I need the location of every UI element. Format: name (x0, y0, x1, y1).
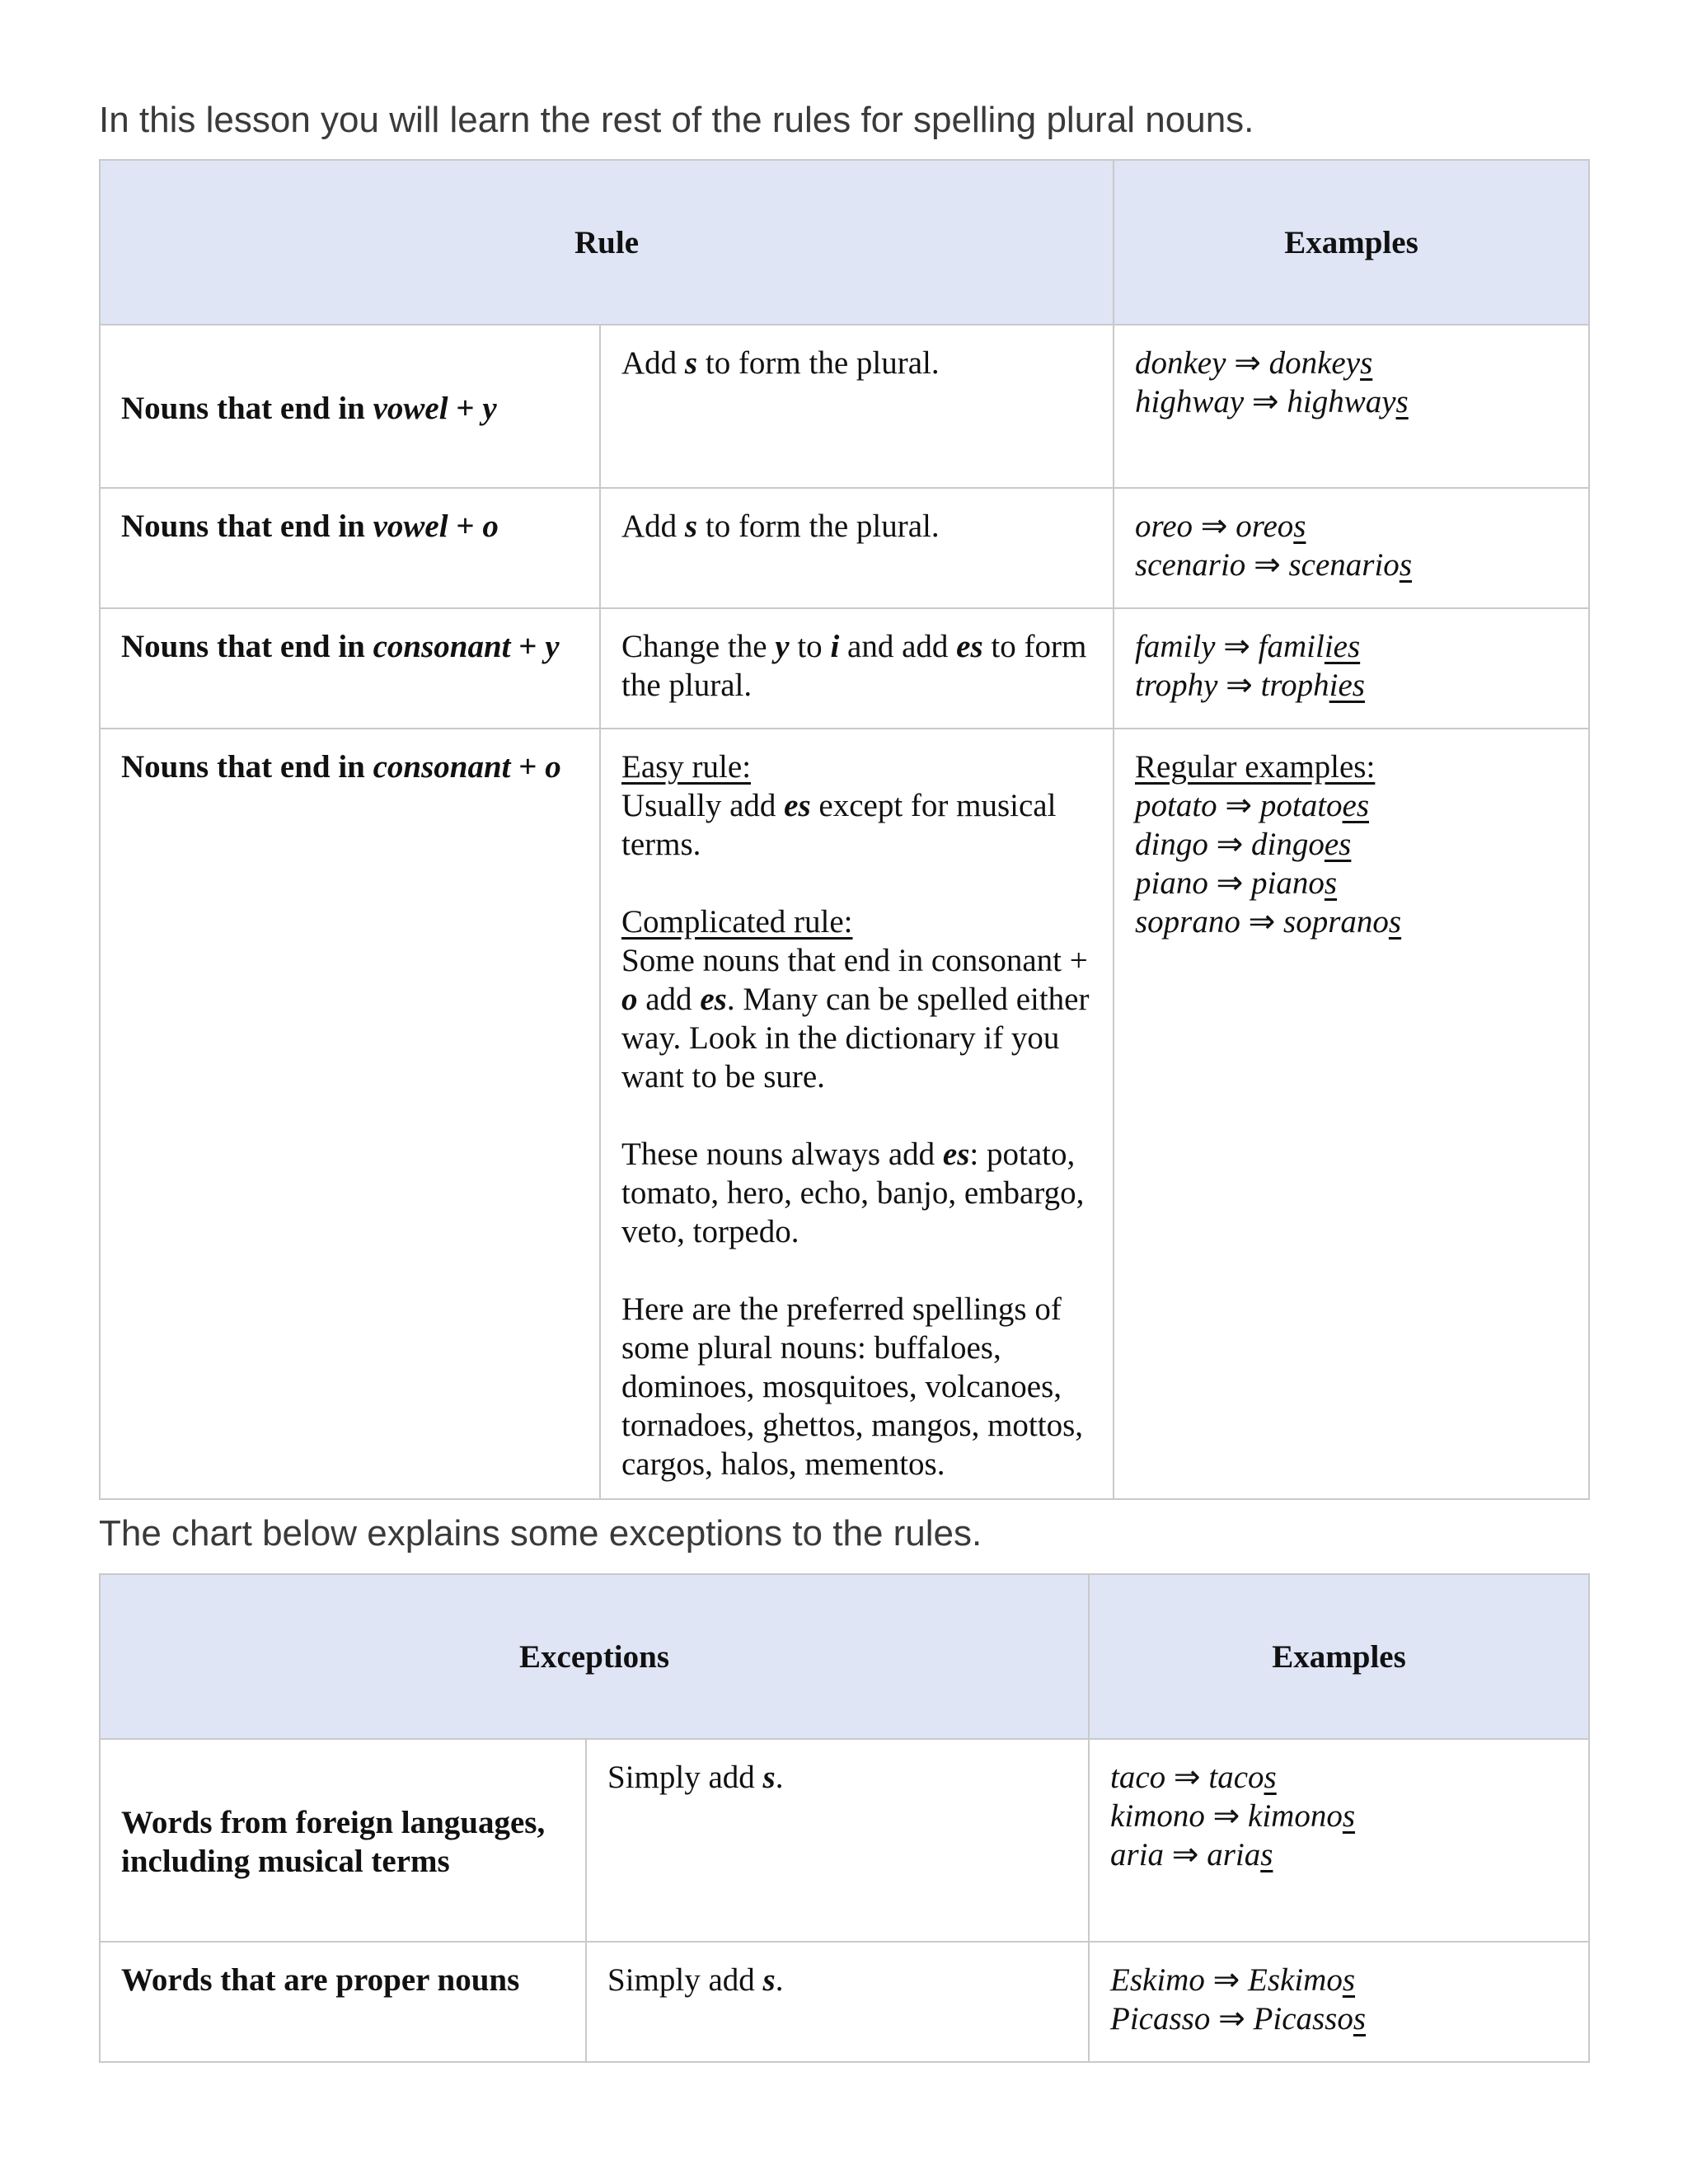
example-pair (1135, 627, 1568, 666)
arrow-icon: ⇒ (1171, 1837, 1199, 1872)
example-pair (1110, 1797, 1568, 1835)
example-pair (1135, 825, 1568, 864)
table-row (100, 1739, 1589, 1942)
rule-text: Simply add (607, 1962, 763, 1998)
examples-cell (1114, 608, 1589, 729)
rule-emphasis: es (942, 1137, 970, 1172)
singular-word: donkey (1135, 345, 1226, 381)
examples-list (1135, 786, 1568, 941)
table-row (100, 325, 1589, 488)
plural-suffix: es (1324, 827, 1352, 862)
singular-word: family (1135, 629, 1216, 664)
plural-suffix: es (1342, 788, 1370, 823)
plural-stem: Eskimo (1248, 1962, 1343, 1998)
label-text: Nouns that end in (121, 390, 373, 426)
plural-suffix: s (1342, 1962, 1356, 1998)
example-pair (1135, 382, 1568, 421)
rule-emphasis: s (684, 509, 698, 544)
arrow-icon: ⇒ (1254, 547, 1281, 583)
example-pair (1110, 1999, 1568, 2038)
always-es-text (621, 1135, 1093, 1251)
exceptions-header-row (100, 1574, 1589, 1739)
plural-stem: piano (1251, 865, 1325, 901)
rule-text: Change the (621, 629, 776, 664)
plural-suffix: s (1342, 1798, 1356, 1834)
rule-text: to form the plural. (697, 509, 940, 544)
plural-stem: troph (1260, 668, 1329, 703)
complicated-rule-text (621, 941, 1093, 1096)
arrow-icon: ⇒ (1173, 1760, 1201, 1795)
arrow-icon: ⇒ (1212, 1798, 1240, 1834)
plural-stem: potato (1259, 788, 1343, 823)
rule-emphasis: es (784, 788, 811, 823)
exceptions-header: Exceptions (100, 1574, 1089, 1739)
rule-description (600, 608, 1114, 729)
singular-word: scenario (1135, 547, 1246, 583)
rule-header: Rule (100, 160, 1114, 325)
singular-word: potato (1135, 788, 1217, 823)
spacer (621, 1251, 1093, 1290)
rules-table (99, 159, 1590, 1500)
preferred-spellings-text: Here are the preferred spellings of some plural nouns: buffaloes, dominoes, mosquitoes, volcanoes, tornadoes, ghettos, mangos, mottos, cargos, halos, mementos. (621, 1291, 1084, 1482)
label-emphasis: consonant (373, 629, 511, 664)
singular-word: Picasso (1110, 2001, 1211, 2036)
rule-emphasis: es (700, 982, 727, 1017)
table-row (100, 488, 1589, 608)
arrow-icon: ⇒ (1200, 509, 1228, 544)
example-pair (1135, 786, 1568, 825)
label-text: Nouns that end in (121, 749, 373, 785)
exception-label: Words that are proper nouns (100, 1942, 586, 2062)
plural-stem: taco (1208, 1760, 1264, 1795)
example-pair (1135, 902, 1568, 941)
rule-emphasis: s (684, 345, 698, 381)
rule-text: These nouns always add (621, 1137, 943, 1172)
singular-word: highway (1135, 384, 1245, 419)
rule-emphasis: es (956, 629, 983, 664)
label-text: Nouns that end in (121, 509, 373, 544)
rule-text: to (789, 629, 831, 664)
example-pair (1135, 546, 1568, 584)
rule-label (100, 325, 600, 488)
label-emphasis: o (545, 749, 561, 785)
example-pair (1110, 1758, 1568, 1797)
plural-stem: soprano (1283, 904, 1389, 940)
plural-stem: aria (1207, 1837, 1261, 1872)
exception-description (586, 1942, 1089, 2062)
exception-description (586, 1739, 1089, 1942)
singular-word: kimono (1110, 1798, 1205, 1834)
table-row (100, 1942, 1589, 2062)
spacer (621, 1096, 1093, 1135)
arrow-icon: ⇒ (1216, 865, 1244, 901)
rule-text: to form the plural. (621, 629, 1087, 703)
arrow-icon: ⇒ (1251, 384, 1279, 419)
rules-header-row (100, 160, 1589, 325)
rule-emphasis: s (762, 1760, 776, 1795)
rule-description (600, 488, 1114, 608)
rule-text: : potato, tomato, hero, echo, banjo, embargo, veto, torpedo. (621, 1137, 1085, 1249)
plural-stem: Picasso (1253, 2001, 1353, 2036)
rule-label (100, 608, 600, 729)
plural-suffix: s (1293, 509, 1306, 544)
singular-word: taco (1110, 1760, 1166, 1795)
examples-cell (1114, 488, 1589, 608)
examples-cell (1089, 1739, 1589, 1942)
plural-suffix: ies (1329, 668, 1365, 703)
rule-text: Simply add (607, 1760, 763, 1795)
singular-word: piano (1135, 865, 1208, 901)
table-row (100, 608, 1589, 729)
intro-text: In this lesson you will learn the rest of the rules for spelling plural nouns. (99, 100, 1254, 140)
label-text: + (448, 509, 483, 544)
arrow-icon: ⇒ (1248, 904, 1276, 940)
rule-label (100, 729, 600, 1499)
plural-suffix: s (1399, 547, 1412, 583)
complicated-rule-heading: Complicated rule: (621, 904, 853, 940)
label-text: Nouns that end in (121, 629, 373, 664)
rule-description (600, 729, 1114, 1499)
arrow-icon: ⇒ (1216, 827, 1244, 862)
rule-label (100, 488, 600, 608)
plural-suffix: s (1353, 2001, 1367, 2036)
singular-word: oreo (1135, 509, 1193, 544)
plural-suffix: s (1260, 1837, 1273, 1872)
plural-suffix: s (1264, 1760, 1277, 1795)
rule-text: add (637, 982, 701, 1017)
label-text: + (448, 390, 483, 426)
exceptions-table (99, 1573, 1590, 2063)
rule-text: Add (621, 509, 685, 544)
singular-word: Eskimo (1110, 1962, 1205, 1998)
arrow-icon: ⇒ (1226, 668, 1253, 703)
rule-text: Some nouns that end in consonant + (621, 943, 1088, 978)
arrow-icon: ⇒ (1223, 629, 1250, 664)
singular-word: dingo (1135, 827, 1208, 862)
example-pair (1135, 344, 1568, 382)
exception-label: Words from foreign languages, including musical terms (100, 1739, 586, 1942)
easy-rule-text (621, 786, 1093, 864)
label-emphasis: y (545, 629, 560, 664)
examples-cell (1089, 1942, 1589, 2062)
plural-suffix: s (1324, 865, 1338, 901)
chart-intro-text: The chart below explains some exceptions to the rules. (99, 1513, 982, 1554)
singular-word: trophy (1135, 668, 1218, 703)
label-text: + (510, 629, 546, 664)
label-text: + (510, 749, 546, 785)
plural-suffix: s (1395, 384, 1409, 419)
label-emphasis: y (482, 390, 497, 426)
rule-text: except for musical terms. (621, 788, 1057, 862)
label-emphasis: consonant (373, 749, 511, 785)
spacer (621, 864, 1093, 902)
examples-header: Examples (1114, 160, 1589, 325)
rule-text: to form the plural. (697, 345, 940, 381)
plural-stem: famil (1258, 629, 1325, 664)
plural-stem: highway (1287, 384, 1396, 419)
singular-word: soprano (1135, 904, 1240, 940)
label-emphasis: o (482, 509, 499, 544)
rule-text: . (775, 1962, 784, 1998)
examples-header: Examples (1089, 1574, 1589, 1739)
example-pair (1110, 1835, 1568, 1874)
rule-text: Usually add (621, 788, 785, 823)
rule-text: Add (621, 345, 685, 381)
plural-stem: oreo (1236, 509, 1294, 544)
plural-suffix: ies (1324, 629, 1361, 664)
arrow-icon: ⇒ (1218, 2001, 1245, 2036)
plural-stem: scenario (1288, 547, 1400, 583)
label-emphasis: vowel (373, 509, 448, 544)
example-pair (1135, 507, 1568, 546)
arrow-icon: ⇒ (1234, 345, 1261, 381)
easy-rule-heading: Easy rule: (621, 749, 752, 785)
plural-stem: donkey (1268, 345, 1361, 381)
rule-text: . Many can be spelled either way. Look in the dictionary if you want to be sure. (621, 982, 1090, 1094)
example-pair (1110, 1961, 1568, 1999)
plural-stem: kimono (1248, 1798, 1343, 1834)
arrow-icon: ⇒ (1225, 788, 1253, 823)
table-row (100, 729, 1589, 1499)
arrow-icon: ⇒ (1212, 1962, 1240, 1998)
regular-examples-heading: Regular examples: (1135, 749, 1376, 785)
example-pair (1135, 666, 1568, 705)
label-emphasis: vowel (373, 390, 448, 426)
plural-suffix: s (1388, 904, 1402, 940)
rule-text: . (775, 1760, 784, 1795)
rule-emphasis: i (830, 629, 840, 664)
rule-text: and add (839, 629, 957, 664)
rule-emphasis: s (762, 1962, 776, 1998)
rule-emphasis: o (621, 982, 638, 1017)
example-pair (1135, 864, 1568, 902)
plural-suffix: s (1360, 345, 1373, 381)
rule-description (600, 325, 1114, 488)
examples-cell (1114, 325, 1589, 488)
singular-word: aria (1110, 1837, 1165, 1872)
rule-emphasis: y (775, 629, 790, 664)
examples-cell (1114, 729, 1589, 1499)
plural-stem: dingo (1251, 827, 1325, 862)
